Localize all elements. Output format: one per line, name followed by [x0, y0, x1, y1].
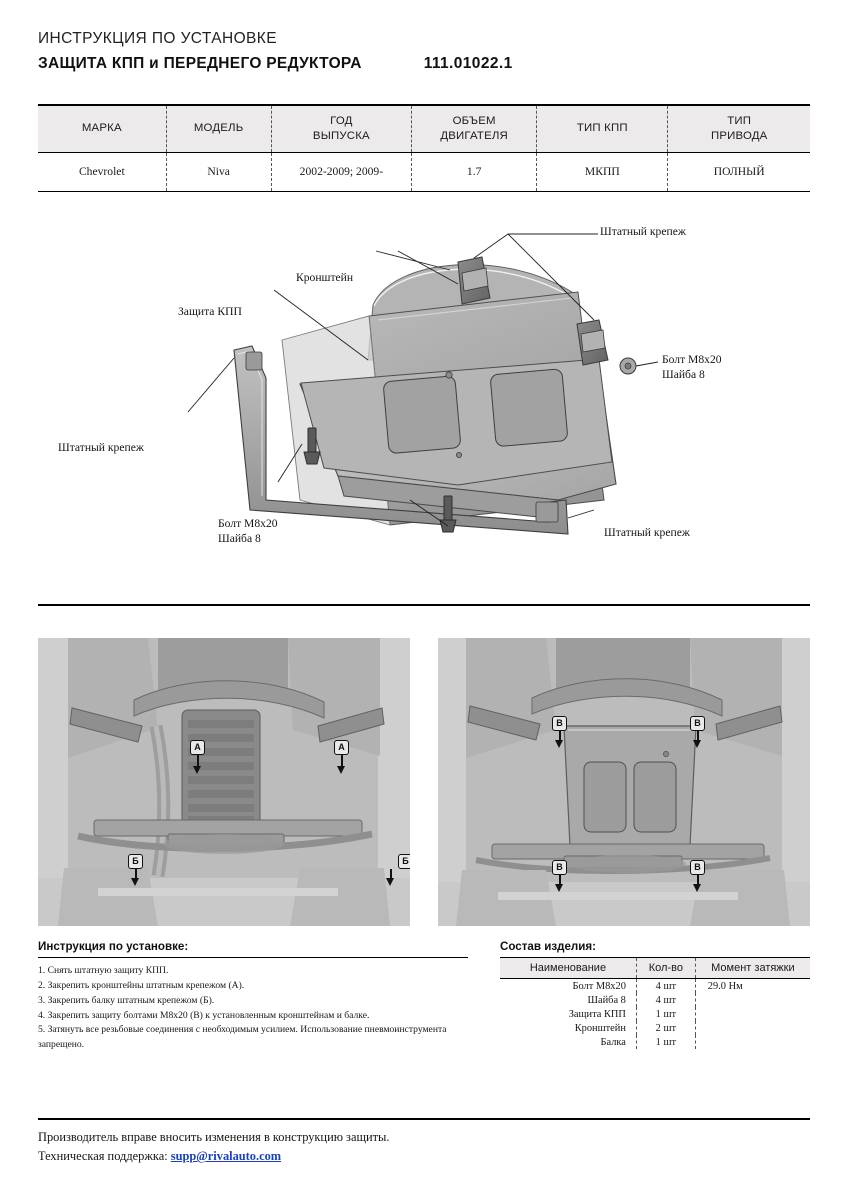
instruction-step: 1. Снять штатную защиту КПП.: [38, 965, 169, 976]
bom-header-qty: Кол-во: [636, 958, 695, 979]
label-std-fastener-left: Штатный крепеж: [58, 441, 144, 454]
spec-header-gearbox-type: ТИП КПП: [537, 106, 668, 153]
header-product-code: 111.01022.1: [423, 55, 513, 72]
photo-before-install: [38, 638, 410, 926]
spec-header-engine-volume: ОБЪЕМ ДВИГАТЕЛЯ: [412, 106, 537, 153]
spec-header-model: МОДЕЛЬ: [166, 106, 271, 153]
instruction-step: 3. Закрепить балку штатным крепежом (Б).: [38, 994, 215, 1006]
bom-cell-torque: [695, 1007, 810, 1021]
assembly-drawing: [38, 200, 810, 590]
callout-v-br-arrow: [693, 884, 701, 892]
bom-cell-name: Кронштейн: [500, 1021, 636, 1035]
spec-value-brand: Chevrolet: [38, 153, 166, 192]
label-bolt-bottom-text: Болт M8x20: [218, 517, 278, 530]
callout-b-right-arrow: [386, 878, 394, 886]
label-std-fastener-bottom: Штатный крепеж: [604, 526, 690, 539]
bill-of-materials: [500, 940, 810, 1049]
spec-value-model: Niva: [166, 153, 271, 192]
bom-cell-qty: 4 шт: [636, 993, 695, 1007]
bom-title: Состав изделия:: [500, 940, 597, 953]
label-washer-right-text: Шайба 8: [662, 368, 705, 382]
support-email-link[interactable]: supp@rivalauto.com: [170, 1149, 282, 1164]
bom-cell-name: Защита КПП: [500, 1007, 636, 1021]
document-footer: [38, 1118, 810, 1166]
callout-b-right: Б: [398, 854, 410, 869]
bom-cell-qty: 1 шт: [636, 1035, 695, 1049]
bom-row: [500, 993, 810, 1007]
callout-a-right-arrow: [337, 766, 345, 774]
callout-v-tl-arrow: [555, 740, 563, 748]
footer-support: [38, 1147, 810, 1166]
callout-a-left: А: [190, 740, 205, 755]
bom-cell-qty: 1 шт: [636, 1007, 695, 1021]
instructions-list: [38, 964, 468, 1053]
bom-row: [500, 1007, 810, 1021]
label-bolt-right: [662, 352, 722, 382]
spec-value-engine-volume: 1.7: [412, 153, 537, 192]
label-bolt-bottom: [218, 516, 278, 546]
callout-v-bottom-right: В: [690, 860, 705, 875]
installation-photos: [38, 638, 810, 926]
instructions-divider: [38, 957, 468, 958]
divider-above-photos: [38, 604, 810, 606]
bom-cell-qty: 4 шт: [636, 979, 695, 994]
bom-header-row: [500, 958, 810, 979]
callout-b-left: Б: [128, 854, 143, 869]
photo-after-install: [438, 638, 810, 926]
bom-cell-name: Болт M8x20: [500, 979, 636, 994]
spec-value-drive-type: ПОЛНЫЙ: [668, 153, 810, 192]
callout-v-top-right: В: [690, 716, 705, 731]
photo-left-graphic: [38, 638, 410, 926]
callout-v-tr-arrow: [693, 740, 701, 748]
label-bracket: Кронштейн: [296, 271, 354, 284]
bom-cell-name: Шайба 8: [500, 993, 636, 1007]
callout-v-top-left: В: [552, 716, 567, 731]
label-gearbox-shield: Защита КПП: [178, 305, 242, 318]
bom-row: [500, 1035, 810, 1049]
vehicle-spec-table: [38, 104, 810, 192]
bom-header-name: Наименование: [500, 958, 636, 979]
spec-value-year: 2002-2009; 2009-: [271, 153, 412, 192]
spec-header-row: [38, 106, 810, 153]
footer-divider: [38, 1118, 810, 1120]
spec-header-drive-type: ТИП ПРИВОДА: [668, 106, 810, 153]
bom-cell-qty: 2 шт: [636, 1021, 695, 1035]
exploded-assembly-diagram: [38, 200, 810, 590]
bom-cell-torque: 29.0 Нм: [707, 980, 743, 992]
spec-header-brand: МАРКА: [38, 106, 166, 153]
callout-v-bl-arrow: [555, 884, 563, 892]
photo-right-graphic: [438, 638, 810, 926]
callout-a-right: А: [334, 740, 349, 755]
bom-header-torque: Момент затяжки: [695, 958, 810, 979]
bom-row: [500, 1021, 810, 1035]
footer-support-label: Техническая поддержка:: [38, 1149, 168, 1164]
instruction-step: 4. Закрепить защиту болтами M8x20 (В) к установленным кронштейнам и балке.: [38, 1009, 370, 1021]
callout-b-left-arrow: [131, 878, 139, 886]
bom-cell-torque: [695, 993, 810, 1007]
bom-cell-name: Балка: [500, 1035, 636, 1049]
spec-value-row: [38, 153, 810, 192]
callout-a-left-arrow: [193, 766, 201, 774]
installation-instructions: [38, 940, 468, 1053]
instructions-title: Инструкция по установке:: [38, 940, 189, 953]
instruction-step: 2. Закрепить кронштейны штатным крепежом (А).: [38, 979, 245, 991]
instruction-step: 5. Затянуть все резьбовые соединения с необходимым усилием. Использование пневмоинструмента запрещено.: [38, 1024, 447, 1051]
label-std-fastener-top: Штатный крепеж: [600, 225, 686, 238]
header-title-line1: ИНСТРУКЦИЯ ПО УСТАНОВКЕ: [38, 30, 277, 47]
label-bolt-right-text: Болт M8x20: [662, 353, 722, 366]
bom-cell-torque: [695, 1021, 810, 1035]
document-header: [38, 30, 818, 73]
footer-disclaimer: Производитель вправе вносить изменения в конструкцию защиты.: [38, 1130, 390, 1144]
label-washer-bottom-text: Шайба 8: [218, 532, 261, 546]
callout-v-bottom-left: В: [552, 860, 567, 875]
header-product-name: ЗАЩИТА КПП и ПЕРЕДНЕГО РЕДУКТОРА: [38, 55, 362, 72]
spec-header-year: ГОД ВЫПУСКА: [271, 106, 412, 153]
bom-cell-torque: [695, 1035, 810, 1049]
spec-value-gearbox-type: МКПП: [537, 153, 668, 192]
bom-row: [500, 979, 810, 994]
header-title-line2: [38, 55, 818, 73]
